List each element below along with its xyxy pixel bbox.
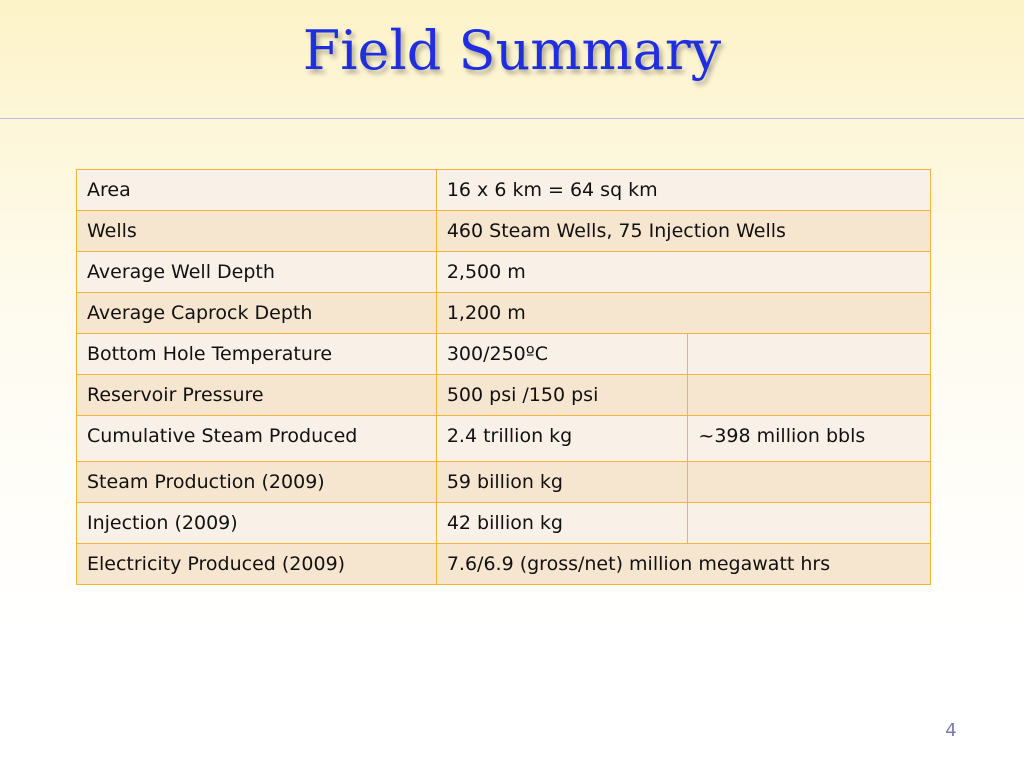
row-value: 2.4 trillion kg [436,416,688,462]
row-label: Reservoir Pressure [77,375,437,416]
row-value: 300/250ºC [436,334,688,375]
page-number: 4 [945,720,957,741]
row-value: 2,500 m [436,252,930,293]
slide-title: Field Summary [302,19,722,82]
row-label: Cumulative Steam Produced [77,416,437,462]
row-value: 59 billion kg [436,462,688,503]
row-label: Electricity Produced (2009) [77,544,437,585]
table-row [77,462,931,503]
row-value: 42 billion kg [436,503,688,544]
row-value: 500 psi /150 psi [436,375,688,416]
row-extra [688,503,931,544]
table-row [77,416,931,462]
table-row [77,293,931,334]
table-row [77,503,931,544]
row-label: Average Well Depth [77,252,437,293]
row-value: 460 Steam Wells, 75 Injection Wells [436,211,930,252]
title-divider [0,118,1024,119]
row-label: Wells [77,211,437,252]
field-summary-table [76,169,931,585]
table-row [77,375,931,416]
table-row [77,211,931,252]
table-row [77,334,931,375]
row-extra [688,375,931,416]
row-value: 7.6/6.9 (gross/net) million megawatt hrs [436,544,930,585]
row-label: Steam Production (2009) [77,462,437,503]
row-extra: ~398 million bbls [688,416,931,462]
row-value: 16 x 6 km = 64 sq km [436,170,930,211]
row-extra [688,334,931,375]
row-extra [688,462,931,503]
table-row [77,544,931,585]
row-label: Injection (2009) [77,503,437,544]
row-label: Area [77,170,437,211]
table-row [77,170,931,211]
table-row [77,252,931,293]
row-label: Bottom Hole Temperature [77,334,437,375]
row-label: Average Caprock Depth [77,293,437,334]
row-value: 1,200 m [436,293,930,334]
